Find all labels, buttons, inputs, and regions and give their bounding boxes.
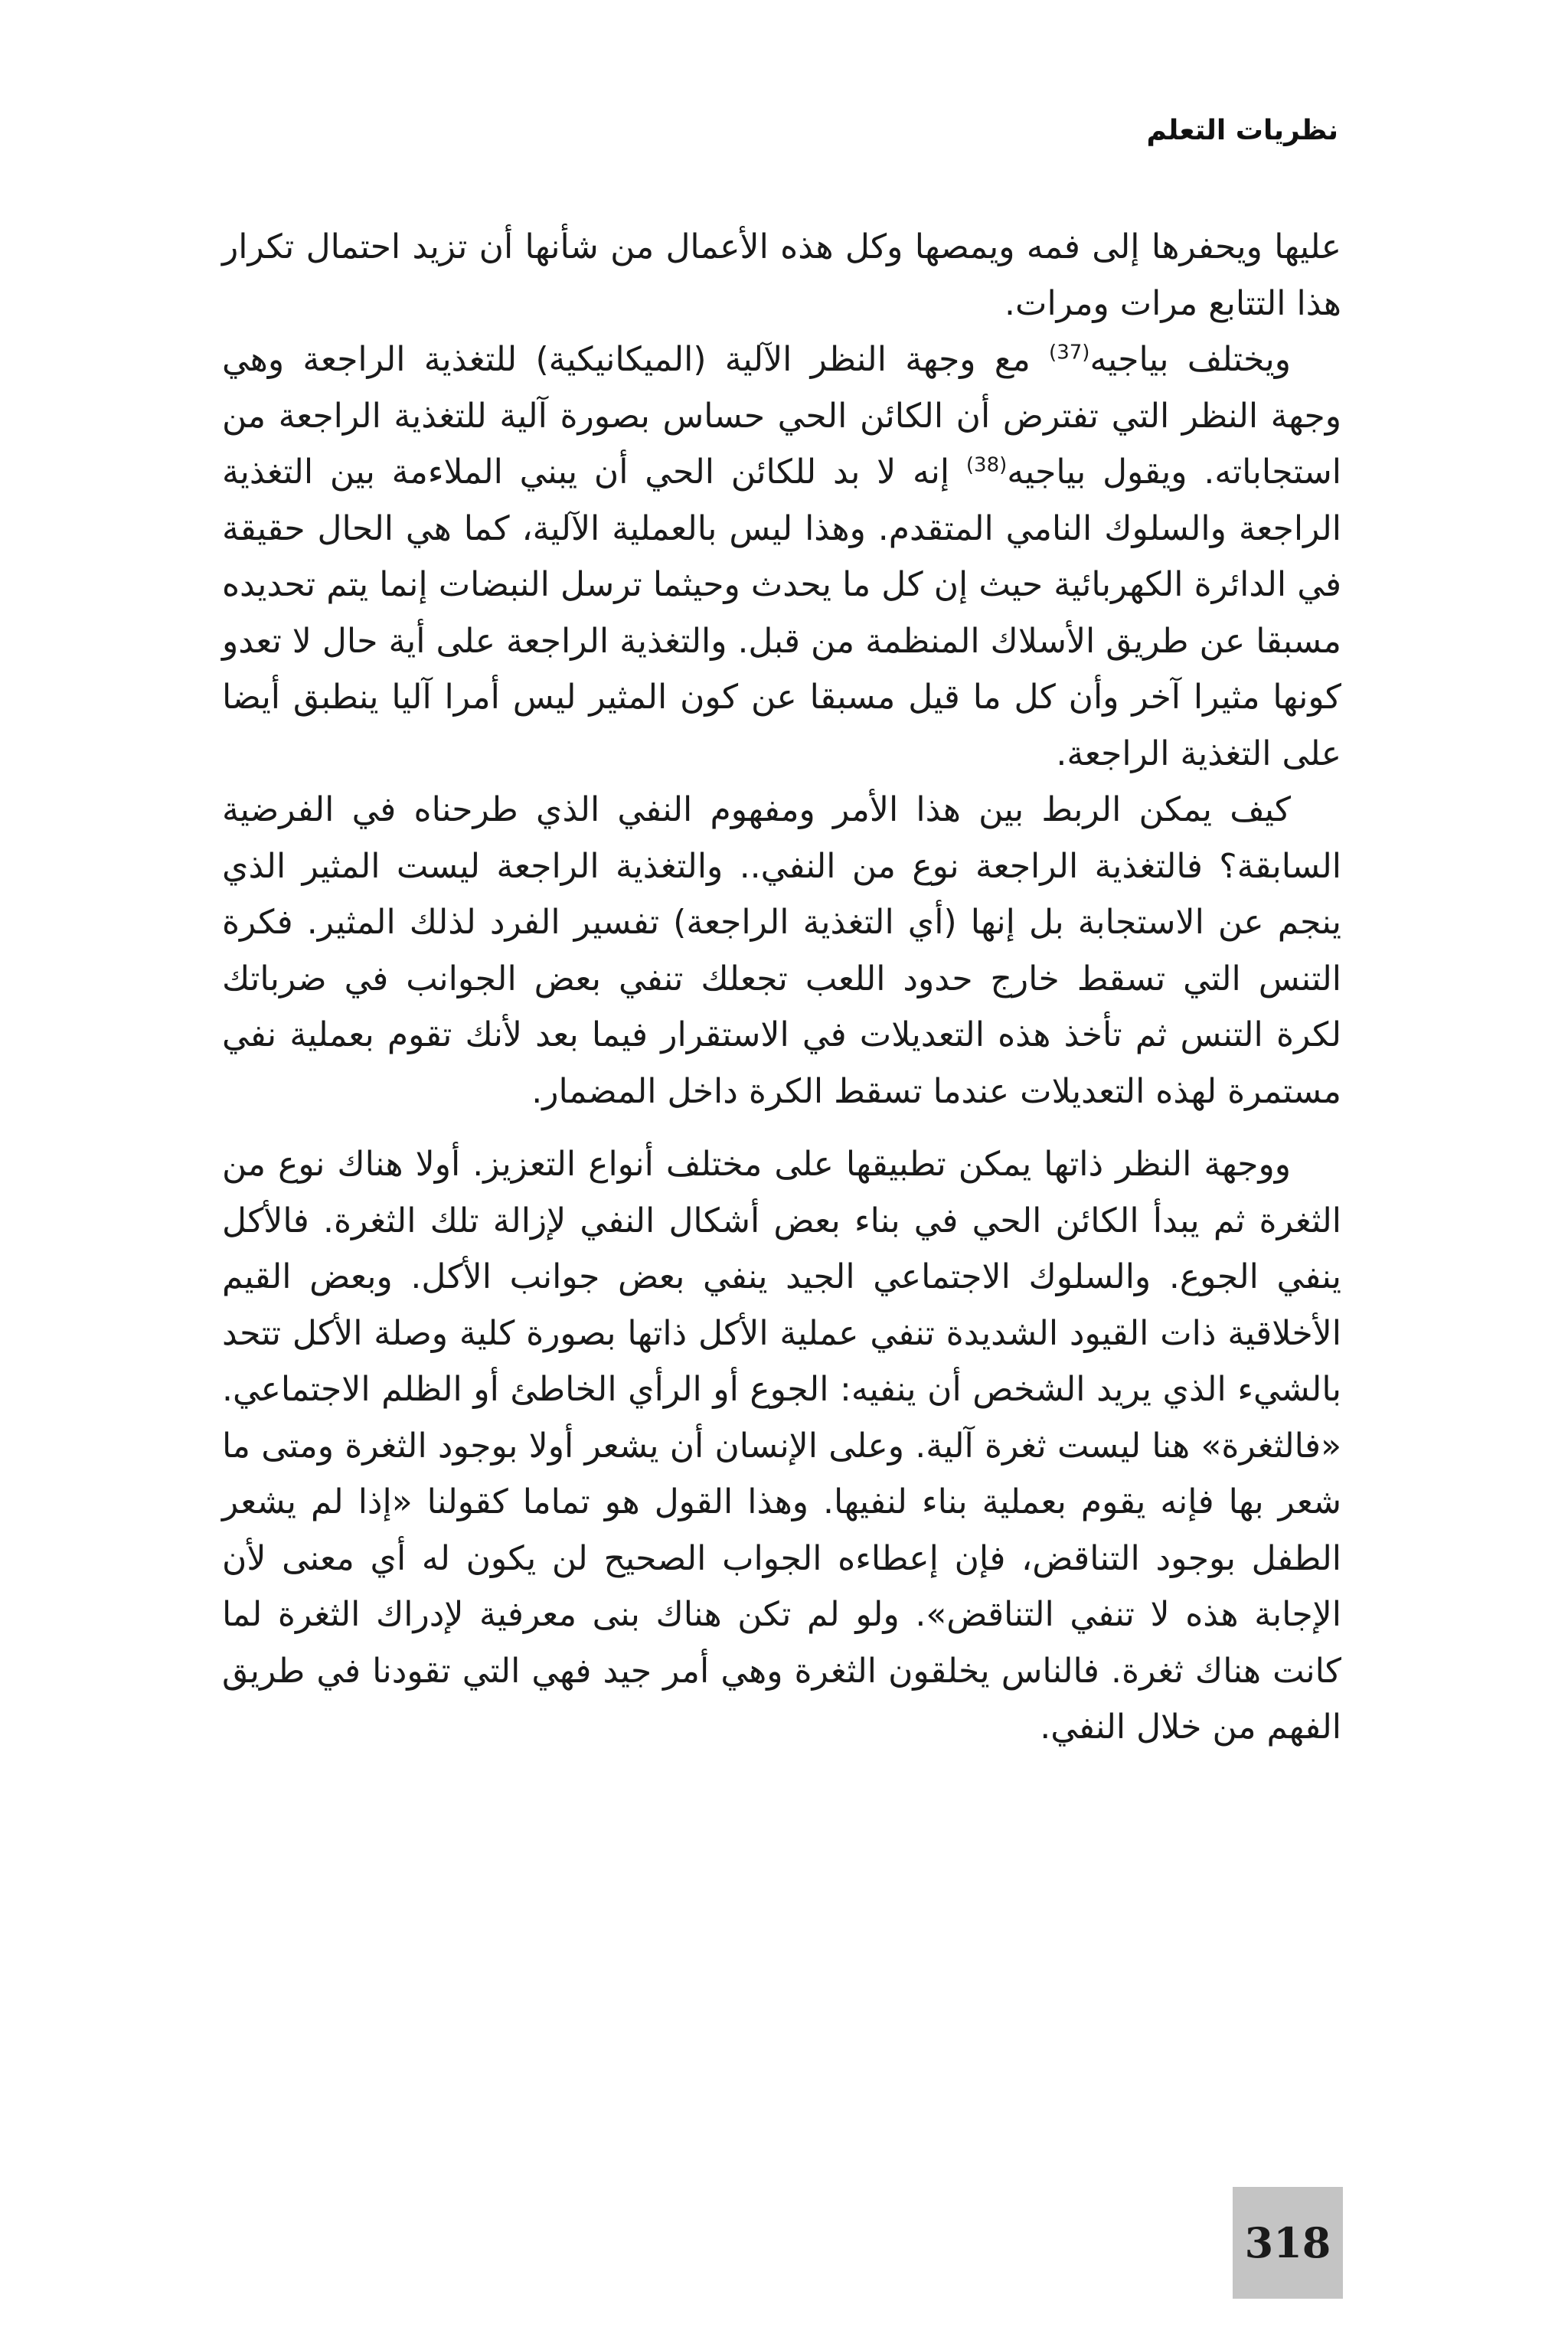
paragraph-2-part-1: ويختلف بياجيه [1089,340,1291,379]
reference-38: (38) [965,453,1008,477]
body-text [222,219,1341,1756]
paragraph-2-part-3: إنه لا بد للكائن الحي أن يبني الملاءمة بين التغذية الراجعة والسلوك النامي المتقدم. وهذا ليس بالعملية الآلية، كما هي الحال حقيقة في الدائرة الكهربائية حيث إن كل ما يحدث وحيثما ترسل النبضات إنما يتم تحديده مسبقا عن طريق الأسلاك المنظمة من قبل. والتغذية الراجعة على أية حال لا تعدو كونها مثيرا آخر وأن كل ما قيل مسبقا عن كون المثير ليس أمرا آليا ينطبق أيضا على التغذية الراجعة. [222,453,1341,773]
paragraph-3: كيف يمكن الربط بين هذا الأمر ومفهوم النفي الذي طرحناه في الفرضية السابقة؟ فالتغذية الراجعة نوع من النفي.. والتغذية الراجعة ليست المثير الذي ينجم عن الاستجابة بل إنها (أي التغذية الراجعة) تفسير الفرد لذلك المثير. فكرة التنس التي تسقط خارج حدود اللعب تجعلك تنفي بعض الجوانب في ضرباتك لكرة التنس ثم تأخذ هذه التعديلات في الاستقرار فيما بعد لأنك تقوم بعملية نفي مستمرة لهذه التعديلات عندما تسقط الكرة داخل المضمار. [222,790,1341,1111]
paragraph-1: عليها ويحفرها إلى فمه ويمصها وكل هذه الأعمال من شأنها أن تزيد احتمال تكرار هذا التتابع مرات ومرات. [222,227,1341,323]
running-header: نظريات التعلم [1146,115,1338,146]
paragraph-4: ووجهة النظر ذاتها يمكن تطبيقها على مختلف أنواع التعزيز. أولا هناك نوع من الثغرة ثم يبدأ الكائن الحي في بناء بعض أشكال النفي لإزالة تلك الثغرة. فالأكل ينفي الجوع. والسلوك الاجتماعي الجيد ينفي بعض جوانب الأكل. وبعض القيم الأخلاقية ذات القيود الشديدة تنفي عملية الأكل ذاتها بصورة كلية وصلة الأكل تتحد بالشيء الذي يريد الشخص أن ينفيه: الجوع أو الرأي الخاطئ أو الظلم الاجتماعي. «فالثغرة» هنا ليست ثغرة آلية. وعلى الإنسان أن يشعر أولا بوجود الثغرة ومتى ما شعر بها فإنه يقوم بعملية بناء لنفيها. وهذا القول هو تماما كقولنا «إذا لم يشعر الطفل بوجود التناقض، فإن إعطاءه الجواب الصحيح لن يكون له أي معنى لأن الإجابة هذه لا تنفي التناقض». ولو لم تكن هناك بنى معرفية لإدراك الثغرة لما كانت هناك ثغرة. فالناس يخلقون الثغرة وهي أمر جيد فهي التي تقودنا في طريق الفهم من خلال النفي. [222,1145,1341,1747]
page-number-box [1233,2187,1343,2299]
page-number: 318 [1244,2218,1331,2267]
reference-37: (37) [1049,341,1090,364]
paragraph-2 [222,332,1341,782]
paragraph-2-part-2: مع وجهة النظر الآلية (الميكانيكية) للتغذية الراجعة وهي وجهة النظر التي تفترض أن الكائن الحي حساس بصورة آلية للتغذية الراجعة من استجاباته. ويقول بياجيه [222,340,1341,492]
